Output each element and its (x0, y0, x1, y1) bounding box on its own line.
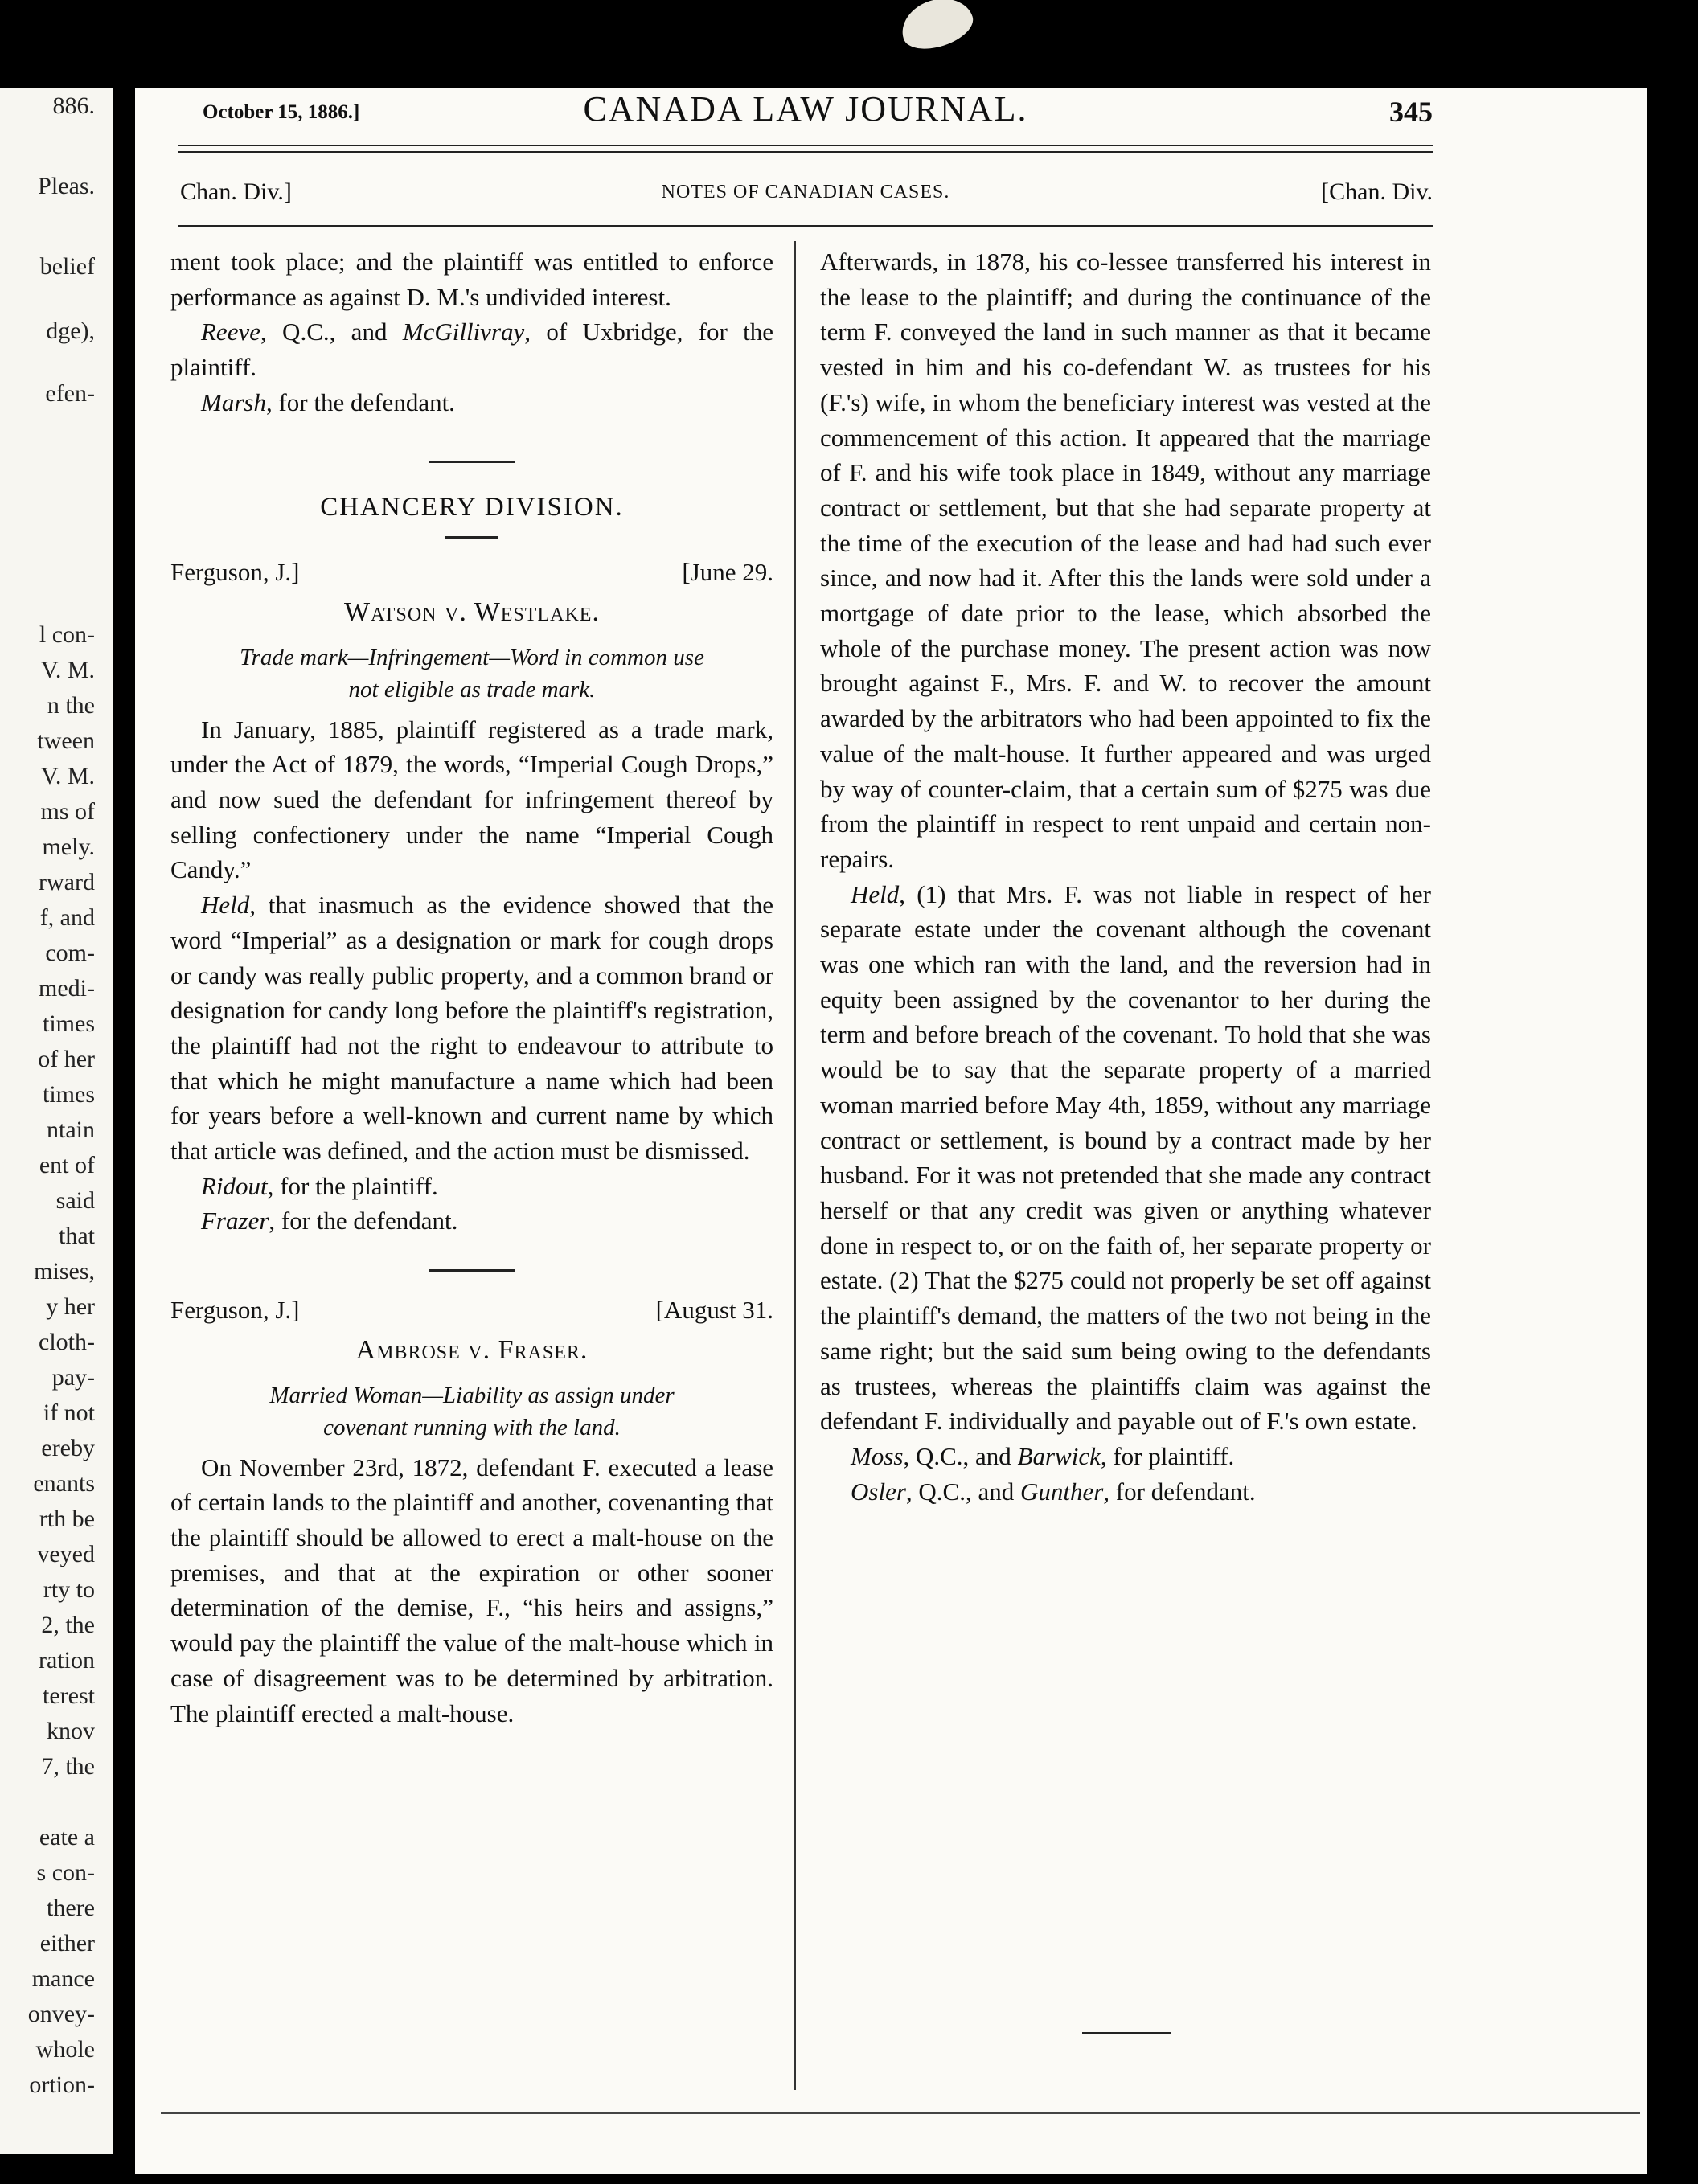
heading-divider (445, 536, 498, 539)
adjacent-page-fragment: onvey- (27, 2001, 95, 2027)
case-body-continued: Afterwards, in 1878, his co-lessee transferred his interest in the lease to the plaintiff; and during the continuance of the term F. conveyed the land in such manner as that it became vested in him and his co-defendant W. as trustees for his (F.'s) wife, in whom the beneficiary interest was vested at the commencement of this action. It appeared that the marriage of F. and his wife took place in 1849, without any marriage contract or settlement, but that she had separate property at the time of the execution of the lease and had had such ever since, and now had it. After this the lands were sold under a mortgage of date prior to the lease, which absorbed the whole of the purchase money. The present action was now brought against F., Mrs. F. and W. to recover the amount awarded by the arbitrators who had been appointed to fix the value of the malt-house. It further appeared and was urged by way of counter-claim, that a certain sum of $275 was due from the plaintiff in respect to rent unpaid and certain non-repairs. (820, 248, 1431, 873)
subheader-center: NOTES OF CANADIAN CASES. (661, 182, 950, 203)
subheader-rule (178, 225, 1433, 227)
adjacent-page-fragment: whole (35, 2036, 95, 2063)
subheader-right: [Chan. Div. (1321, 178, 1433, 205)
adjacent-page-fragment: terest (43, 1682, 95, 1709)
adjacent-page-fragment: s con- (36, 1859, 95, 1886)
counsel-text: , of Uxbridge, for the plaintiff. (170, 318, 773, 382)
adjacent-page-fragment: efen- (45, 380, 95, 407)
adjacent-page-fragment: said (55, 1187, 95, 1214)
adjacent-page-fragment: rty to (43, 1576, 95, 1603)
adjacent-page-fragment: rth be (39, 1506, 95, 1532)
adjacent-page-fragment: medi- (39, 975, 95, 1002)
header-rule-top (178, 145, 1433, 146)
counsel-text: , for the defendant. (265, 387, 455, 416)
adjacent-page-fragment: mely. (42, 834, 95, 860)
adjacent-page-fragment: rward (39, 869, 95, 895)
case-judge-row (170, 1293, 773, 1328)
counsel-line (170, 314, 773, 384)
adjacent-page-fragment: either (39, 1930, 95, 1957)
judge-name: Ferguson, J.] (170, 558, 300, 587)
counsel-name: Ridout (201, 1171, 268, 1200)
adjacent-page-fragment: 7, the (41, 1753, 95, 1780)
adjacent-page-fragment: times (43, 1081, 95, 1108)
case-holding (820, 877, 1431, 1439)
adjacent-page-fragment: com- (45, 940, 95, 966)
counsel-name: McGillivray (402, 318, 525, 346)
section-divider (429, 461, 515, 463)
counsel-name: Gunther (1019, 1477, 1104, 1506)
adjacent-page-fragment: ereby (41, 1435, 95, 1461)
adjacent-page-fragment: knov (47, 1718, 95, 1744)
case-body: In January, 1885, plaintiff registered as a trade mark, under the Act of 1879, the words, “Imperial Cough Drops,” and now sued the defendant for infringement thereof by selling confectionery under the name “Imperial Cough Candy.” (170, 715, 773, 884)
counsel-name: Osler (851, 1477, 906, 1506)
headnote-line: Married Woman—Liability as assign under (269, 1382, 675, 1408)
section-subheader (178, 178, 1433, 211)
counsel-text: , Q.C., and (905, 1477, 1020, 1506)
adjacent-page-fragment: ntain (47, 1117, 95, 1143)
counsel-line (170, 385, 773, 420)
adjacent-page-fragment: if not (43, 1399, 95, 1426)
counsel-text: , for the plaintiff. (267, 1171, 438, 1200)
adjacent-page-fragment: 886. (52, 92, 95, 119)
case-divider (429, 1269, 515, 1272)
counsel-line (170, 1203, 773, 1239)
case-judge-row (170, 555, 773, 590)
counsel-name: Frazer (201, 1207, 269, 1235)
adjacent-page-fragment: cloth- (39, 1329, 95, 1355)
adjacent-page-fragment: tween (37, 727, 95, 754)
case-title: Ambrose v. Fraser. (355, 1334, 589, 1365)
judgment-date: [August 31. (655, 1296, 773, 1325)
adjacent-page-fragment: Pleas. (38, 173, 95, 199)
held-word: Held (201, 891, 250, 920)
adjacent-page-fragment: mises, (34, 1258, 95, 1285)
headnote-line: Trade mark—Infringement—Word in common use (240, 644, 704, 670)
counsel-name: Reeve (201, 318, 260, 346)
adjacent-page-fragment: eate a (39, 1824, 95, 1850)
counsel-name: Marsh (201, 387, 266, 416)
adjacent-page-fragment: ms of (40, 798, 95, 825)
counsel-name: Moss (851, 1441, 904, 1470)
adjacent-page-fragment: belief (39, 253, 95, 280)
adjacent-page-fragment: V. M. (41, 763, 95, 789)
adjacent-page-fragment: V. M. (41, 657, 95, 683)
left-column (170, 244, 773, 1731)
judge-name: Ferguson, J.] (170, 1296, 300, 1325)
holding-text: , (1) that Mrs. F. was not liable in respect of her separate estate under the covenant although the covenant was one which ran with the land, and the reversion had in equity been assigned by the covenantor to her during the term and before breach of the covenant. To hold that she was would be to say that the separate property of a married woman married before May 4th, 1859, without any marriage contract or settlement, is bound by a contract made by her husband. For it was not pretended that she made any contract herself or that any credit was given or anything whatever done in respect to, or on the faith of, her separate property or estate. (2) That the $275 could not properly be set off against the plaintiff's demand, the matters of the two not being in the same right; but the said sum being owing to the defendants as trustees, whereas the plaintiffs claim was against the defendant F. individually and payable out of F.'s own estate. (820, 879, 1431, 1436)
judgment-date: [June 29. (682, 558, 773, 587)
adjacent-page-fragment: enants (33, 1470, 95, 1497)
counsel-text: , Q.C., and (260, 318, 403, 346)
continued-paragraph: ment took place; and the plaintiff was entitled to enforce performance as against D. M.'s undivided interest. (170, 248, 773, 311)
adjacent-page-fragment: of her (38, 1046, 95, 1072)
counsel-text: , for the defendant. (269, 1207, 458, 1235)
adjacent-page-fragment: f, and (39, 904, 95, 931)
counsel-text: , Q.C., and (903, 1441, 1018, 1470)
adjacent-page-fragment: that (59, 1223, 95, 1249)
case-body: On November 23rd, 1872, defendant F. executed a lease of certain lands to the plaintiff and another, covenanting that the plaintiff should be allowed to erect a malt-house on the premises, and that at the expiration or other sooner determination of the demise, F., “his heirs and assigns,” would pay the plaintiff the value of the malt-house which in case of disagreement was to be determined by arbitration. The plaintiff erected a malt-house. (170, 1453, 773, 1727)
page-bottom-rule (161, 2112, 1640, 2114)
case-holding (170, 887, 773, 1169)
header-rule-bottom (178, 151, 1433, 153)
headnote-line: covenant running with the land. (323, 1414, 621, 1440)
counsel-line (820, 1439, 1431, 1474)
adjacent-page-fragment: y her (46, 1293, 95, 1320)
adjacent-page-fragment: pay- (51, 1364, 95, 1391)
adjacent-page-fragment: l con- (39, 621, 95, 648)
counsel-name: Barwick (1017, 1441, 1101, 1470)
end-divider (1082, 2032, 1171, 2034)
adjacent-page-fragment: ration (39, 1647, 95, 1674)
adjacent-page-fragment: times (43, 1010, 95, 1037)
adjacent-page-strip (0, 88, 113, 2154)
page-number: 345 (1389, 96, 1433, 128)
adjacent-page-fragment: ortion- (29, 2071, 95, 2098)
adjacent-page-fragment: ent of (39, 1152, 95, 1178)
division-heading: CHANCERY DIVISION. (320, 492, 624, 522)
adjacent-page-fragment: mance (31, 1965, 95, 1992)
ink-blot (895, 0, 978, 56)
case-headnote (195, 1379, 749, 1444)
case-title: Watson v. Westlake. (344, 596, 600, 627)
counsel-text: , for plaintiff. (1100, 1441, 1235, 1470)
adjacent-page-fragment: 2, the (41, 1612, 95, 1638)
holding-text: , that inasmuch as the evidence showed that the word “Imperial” as a designation or mark for cough drops or candy was really public property, and a common brand or designation for candy long before the plaintiff's registration, the plaintiff had not the right to endeavour to attribute to that which he might manufacture a name which had been for years before a well-known and current name by which that article was defined, and the action must be dismissed. (170, 891, 773, 1166)
journal-title: CANADA LAW JOURNAL. (583, 89, 1028, 129)
column-divider (794, 241, 796, 2090)
adjacent-page-fragment: n the (47, 692, 95, 719)
header-date: October 15, 1886.] (203, 101, 360, 123)
held-word: Held (851, 879, 900, 908)
counsel-line (170, 1169, 773, 1204)
running-header (178, 88, 1433, 137)
subheader-left: Chan. Div.] (180, 178, 292, 205)
right-column (820, 244, 1431, 1509)
adjacent-page-fragment: dge), (46, 318, 95, 344)
counsel-line (820, 1474, 1431, 1510)
case-headnote (195, 641, 749, 706)
adjacent-page-fragment: there (47, 1895, 95, 1921)
adjacent-page-fragment: veyed (37, 1541, 95, 1567)
counsel-text: , for defendant. (1103, 1477, 1256, 1506)
headnote-line: not eligible as trade mark. (348, 676, 596, 703)
